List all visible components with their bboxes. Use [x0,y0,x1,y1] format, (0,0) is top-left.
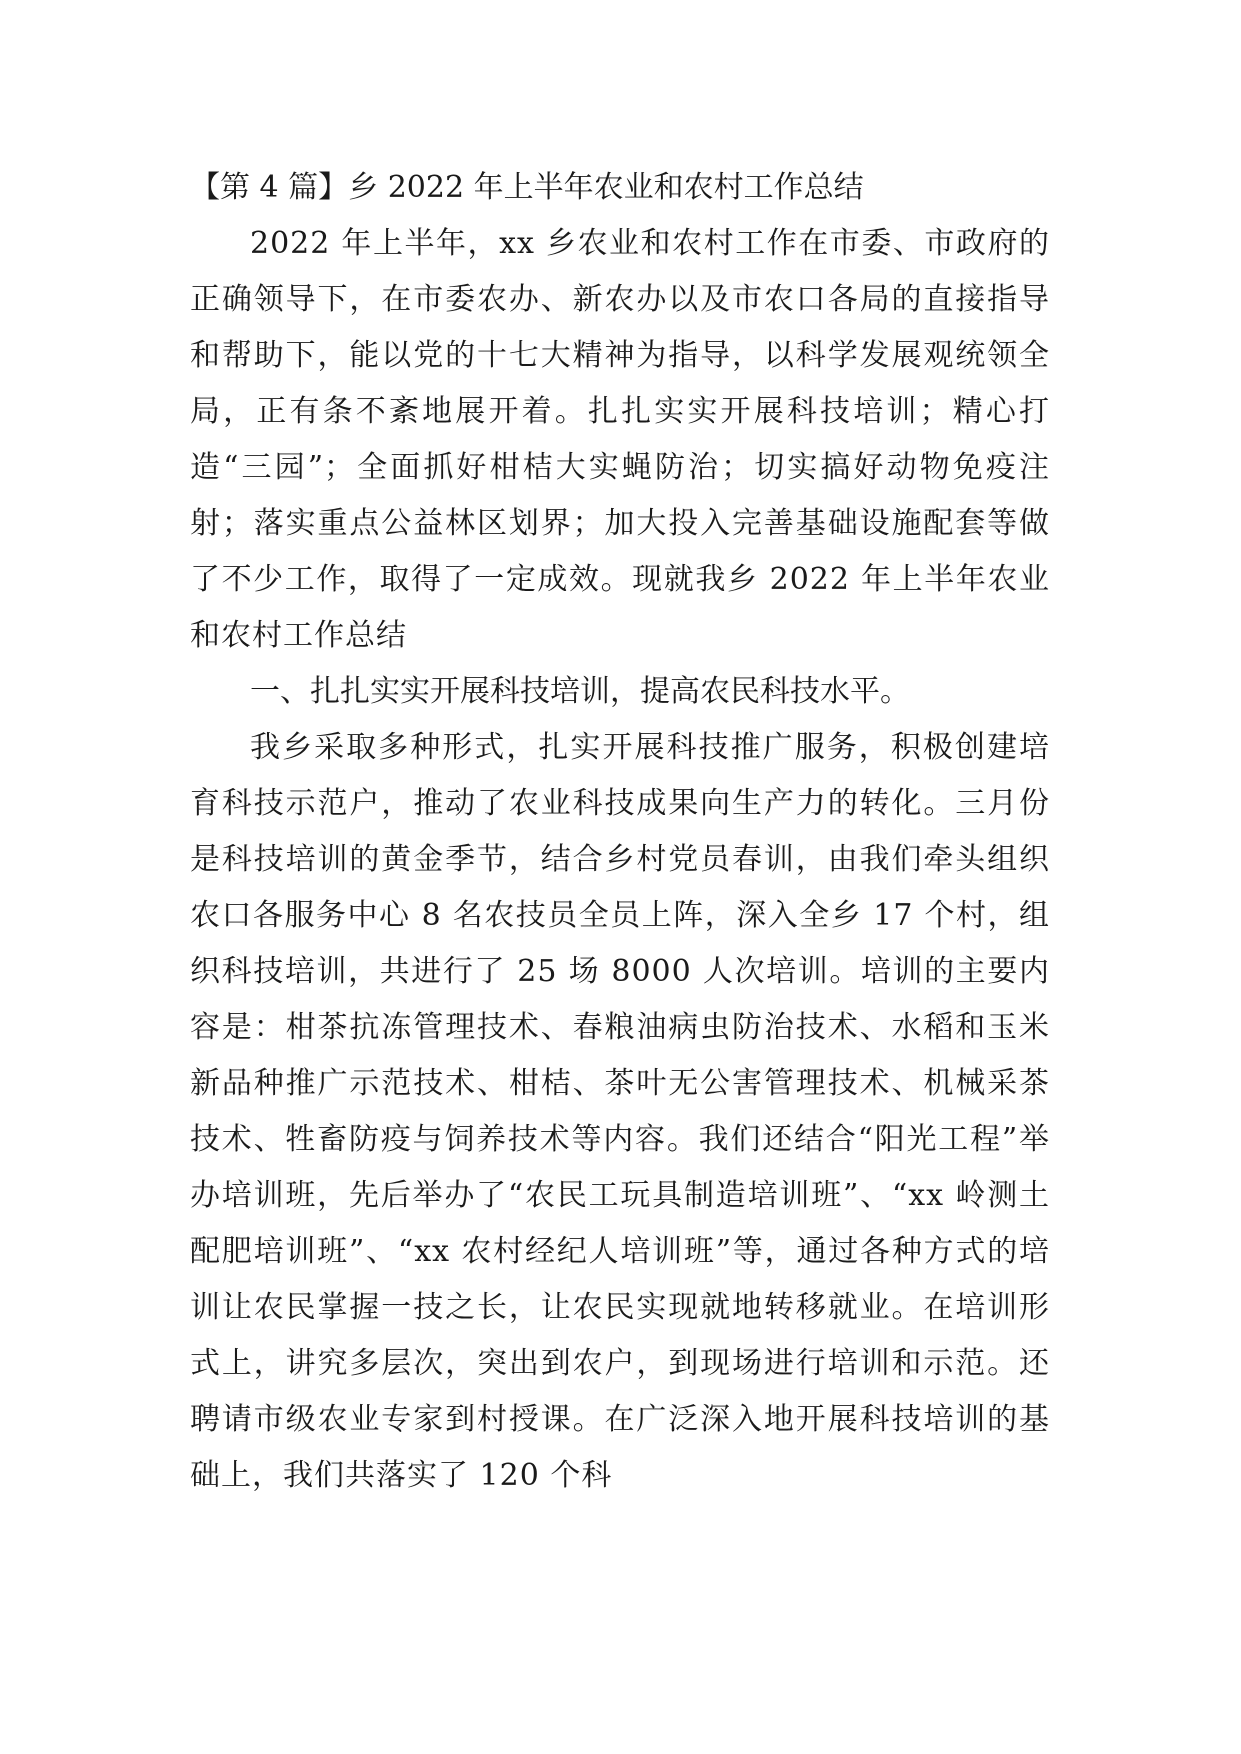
intro-paragraph: 2022 年上半年，xx 乡农业和农村工作在市委、市政府的正确领导下，在市委农办、新农办以及市农口各局的直接指导和帮助下，能以党的十七大精神为指导，以科学发展观统领全局，正有条不紊地展开着。扎扎实实开展科技培训；精心打造“三园”；全面抓好柑桔大实蝇防治；切实搞好动物免疫注射；落实重点公益林区划界；加大投入完善基础设施配套等做了不少工作，取得了一定成效。现就我乡 2022 年上半年农业和农村工作总结 [190,226,1050,653]
document-body [190,160,1050,1504]
body-paragraph: 我乡采取多种形式，扎实开展科技推广服务，积极创建培育科技示范户，推动了农业科技成果向生产力的转化。三月份是科技培训的黄金季节，结合乡村党员春训，由我们牵头组织农口各服务中心 8 名农技员全员上阵，深入全乡 17 个村，组织科技培训，共进行了 25 场 8000 人次培训。培训的主要内容是：柑茶抗冻管理技术、春粮油病虫防治技术、水稻和玉米新品种推广示范技术、柑桔、茶叶无公害管理技术、机械采茶技术、牲畜防疫与饲养技术等内容。我们还结合“阳光工程”举办培训班，先后举办了“农民工玩具制造培训班”、“xx 岭测土配肥培训班”、“xx 农村经纪人培训班”等，通过各种方式的培训让农民掌握一技之长，让农民实现就地转移就业。在培训形式上，讲究多层次，突出到农户，到现场进行培训和示范。还聘请市级农业专家到村授课。在广泛深入地开展科技培训的基础上，我们共落实了 120 个科 [190,730,1050,1493]
section-heading: 一、扎扎实实开展科技培训，提高农民科技水平。 [250,674,910,709]
document-title: 【第 4 篇】乡 2022 年上半年农业和农村工作总结 [190,170,864,205]
